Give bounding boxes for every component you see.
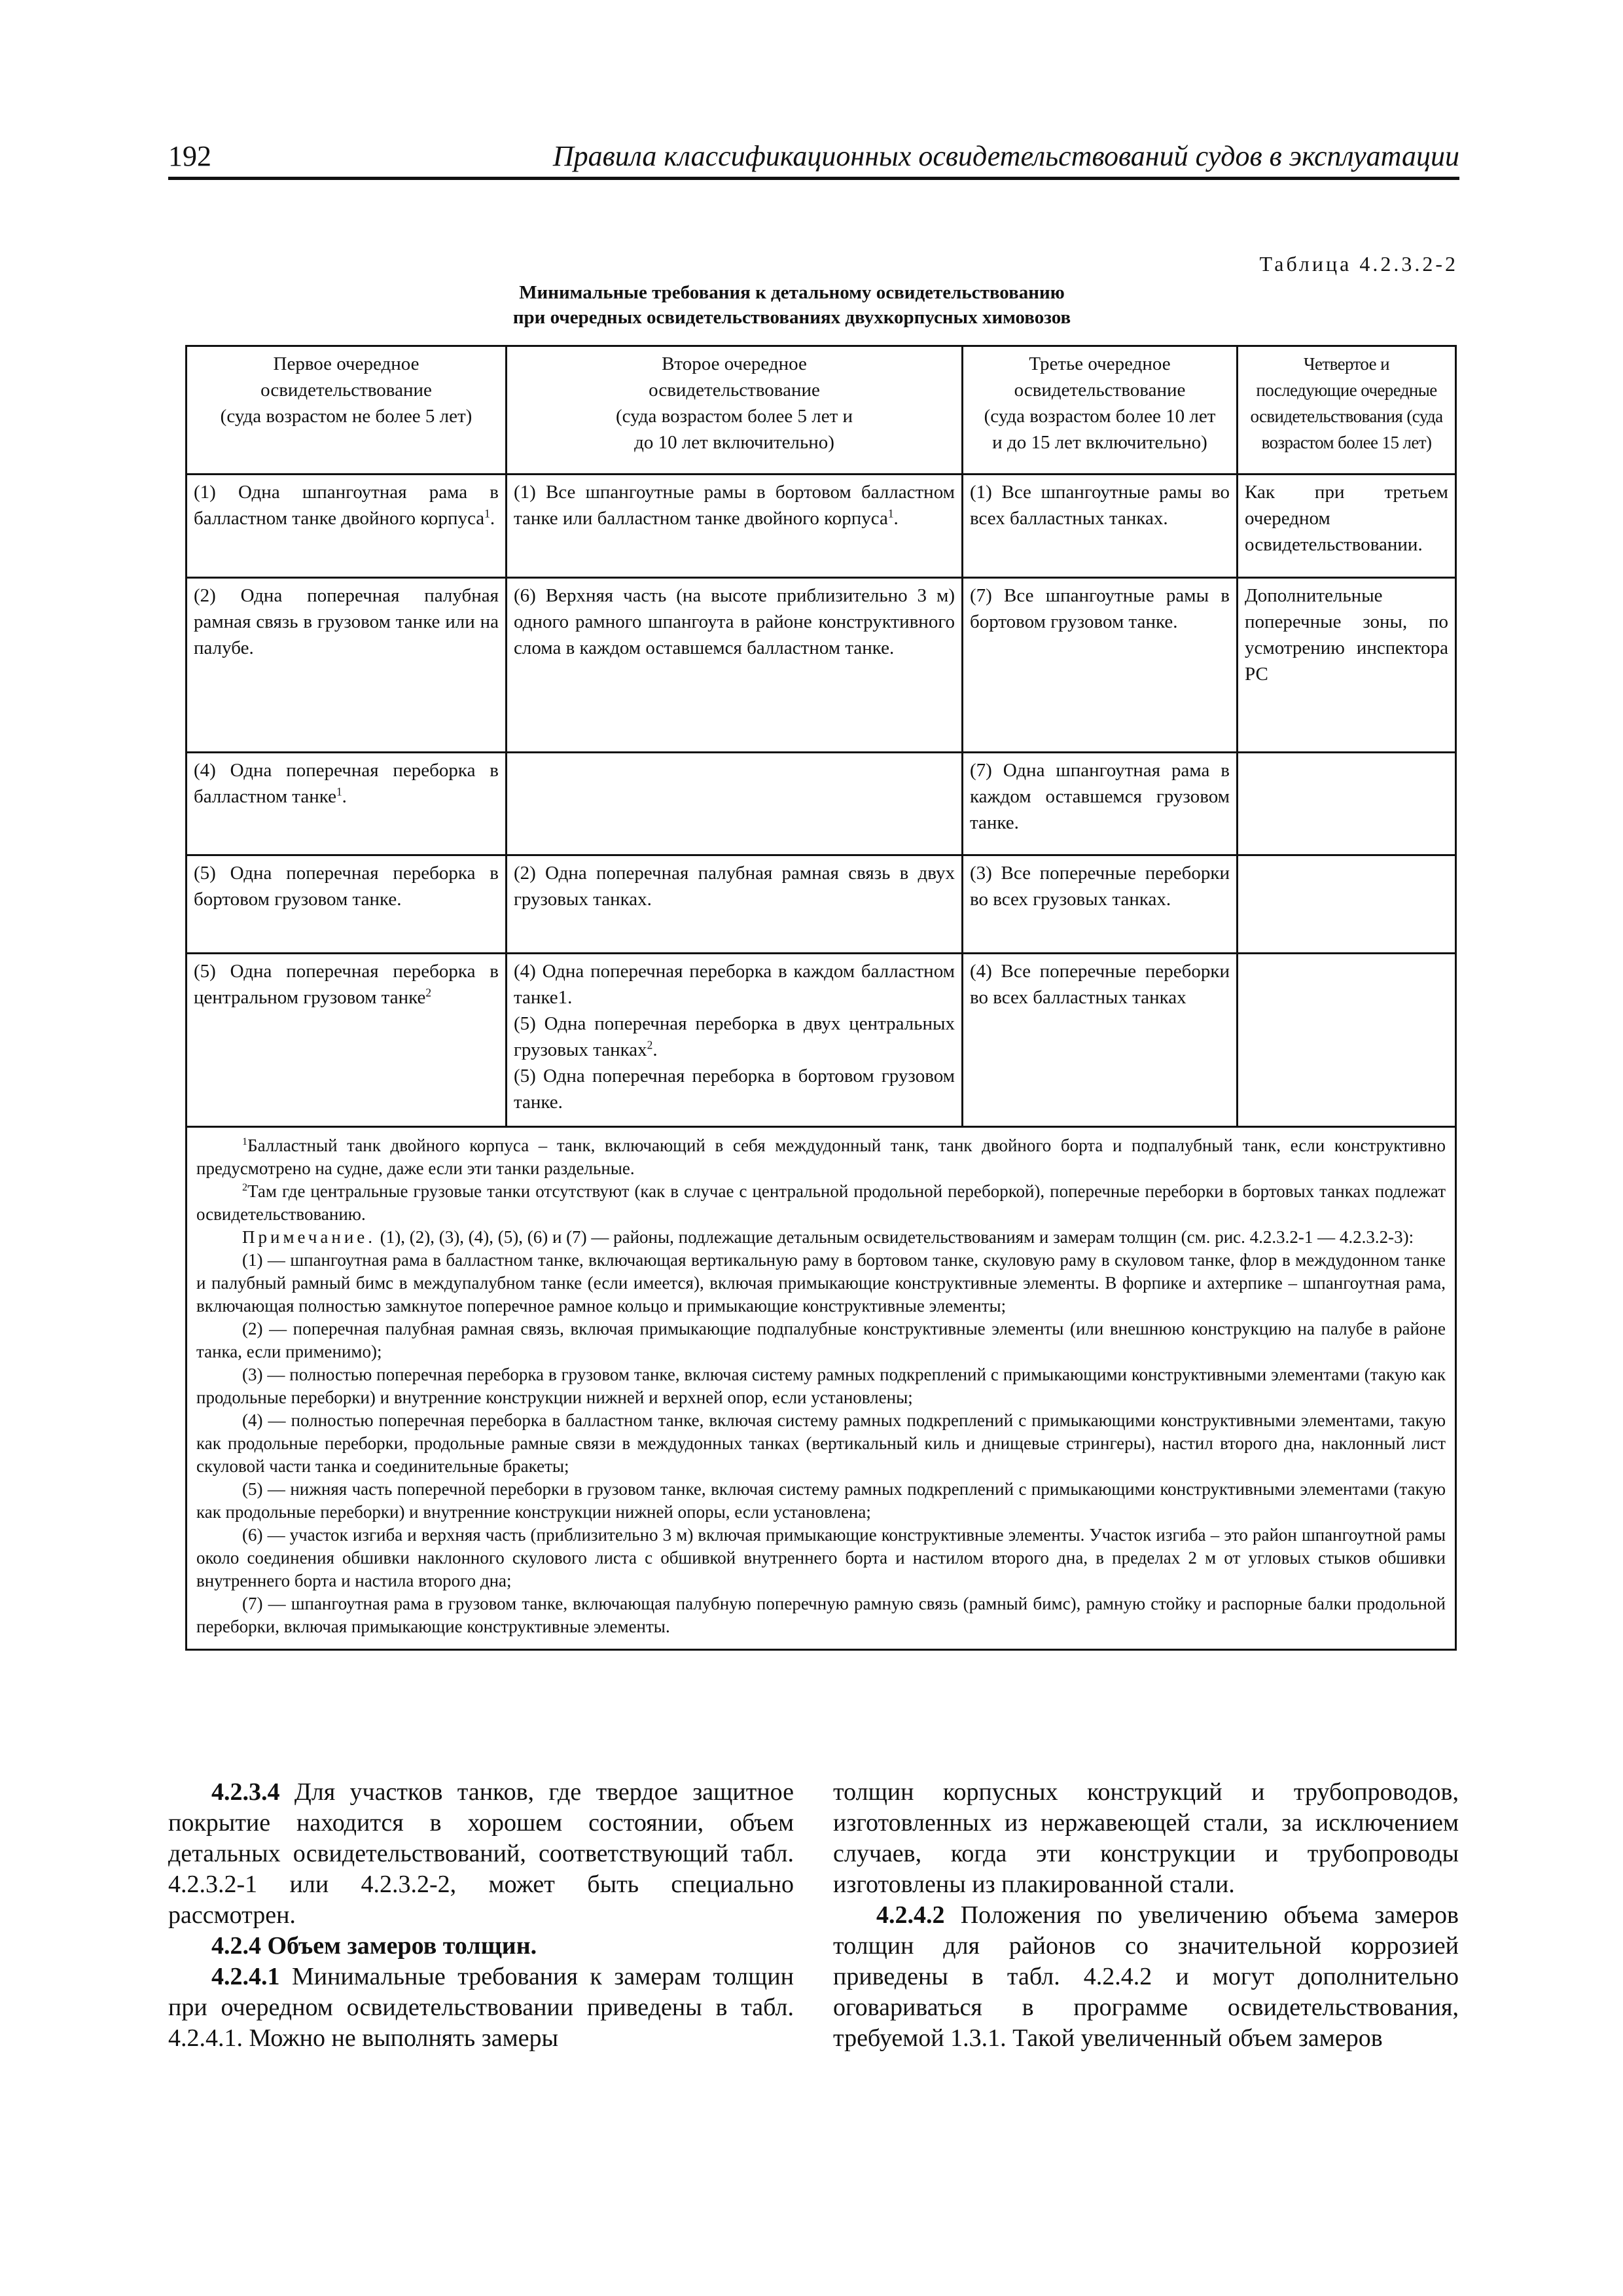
table-cell: (6) Верхняя часть (на высоте приблизительно 3 м) одного рамного шпангоута в районе конструктивного слома в каждом оставшемся балластном танке. xyxy=(507,578,963,753)
note-intro xyxy=(196,1226,1446,1249)
cell-text: (1) Все шпангоутные рамы в бортовом балластном танке или балластном танке двойного корпуса xyxy=(514,482,955,529)
table-footnotes xyxy=(187,1127,1456,1650)
paragraph-text: Положения по увеличению объема замеров толщин для районов со значительной коррозией приведены в табл. 4.2.4.2 и могут дополнительно оговариваться в программе освидетельствования, требуемой 1.3.1. Такой увеличенный объем замеров xyxy=(833,1901,1459,2052)
header-3-line-4: и до 15 лет включительно) xyxy=(992,432,1207,453)
paragraph-4-2-4-1 xyxy=(168,1962,794,2054)
table-header-row xyxy=(187,346,1456,475)
header-cell-1 xyxy=(187,346,507,475)
page-header xyxy=(168,139,1459,180)
note-item: (7) — шпангоутная рама в грузовом танке, включающая палубную поперечную рамную связь (рамный бимс), рамную стойку и распорные балки продольной переборки, включая примыкающие конструктивные элементы. xyxy=(196,1594,1446,1636)
table-footnote-row xyxy=(187,1127,1456,1650)
table-title-line-2: при очередных освидетельствованиях двухкорпусных химовозов xyxy=(512,307,1071,328)
header-4-line-4: возрастом более 15 лет) xyxy=(1261,433,1432,452)
table-cell: (3) Все поперечные переборки во всех грузовых танках. xyxy=(963,855,1238,954)
table-cell: (5) Одна поперечная переборка в бортовом грузовом танке. xyxy=(187,855,507,954)
note-item: (4) — полностью поперечная переборка в балластном танке, включая систему рамных подкреплений с примыкающими конструктивными элементами, такую как продольные переборки, продольные рамные связи в междудонных танках (вертикальный киль и днищевые стрингеры), настил второго дна, наклонный лист скуловой части танка и соединительные бракеты; xyxy=(196,1410,1446,1476)
footnote-ref: 2 xyxy=(425,986,432,999)
cell-text: (5) Одна поперечная переборка в центральном грузовом танке xyxy=(194,961,499,1008)
paragraph-text: Минимальные требования к замерам толщин при очередном освидетельствовании приведены в табл. 4.2.4.1. Можно не выполнять замеры xyxy=(168,1963,794,2052)
paragraph-text: Для участков танков, где твердое защитное покрытие находится в хорошем состоянии, объем детальных освидетельствований, соответствующий табл. 4.2.3.2-1 или 4.2.3.2-2, может быть специально рассмотрен. xyxy=(168,1778,794,1929)
table-cell xyxy=(187,753,507,855)
table-cell: (4) Все поперечные переборки во всех балластных танках xyxy=(963,954,1238,1127)
note-item: (6) — участок изгиба и верхняя часть (приблизительно 3 м) включая примыкающие конструктивные элементы. Участок изгиба – это район шпангоутной рамы около соединения обшивки наклонного скулового листа с обшивкой внутреннего борта и настилом второго дна, в пределах 2 м от угловых стыков обшивки внутреннего борта и настила второго дна; xyxy=(196,1525,1446,1590)
table-cell: (2) Одна поперечная палубная рамная связь в грузовом танке или на палубе. xyxy=(187,578,507,753)
footnote-ref: 1 xyxy=(887,507,894,520)
table-cell xyxy=(1238,753,1456,855)
note-item: (5) — нижняя часть поперечной переборки в грузовом танке, включая систему рамных подкреплений с примыкающими конструктивными элементами (такую как продольные переборки) и внутренние конструкции нижней опоры, если установлена; xyxy=(196,1479,1446,1522)
note-label: Примечание. xyxy=(242,1227,376,1247)
table-title xyxy=(366,280,1217,330)
paragraph-number: 4.2.4.1 xyxy=(211,1963,280,1990)
cell-text: (4) Одна поперечная переборка в каждом балластном танке1. xyxy=(514,961,955,1008)
table-cell: (2) Одна поперечная палубная рамная связь в двух грузовых танках. xyxy=(507,855,963,954)
paragraph-4-2-3-4 xyxy=(168,1777,794,1931)
header-1-line-3: (суда возрастом не более 5 лет) xyxy=(220,406,473,427)
table-cell xyxy=(1238,954,1456,1127)
cell-text: . xyxy=(342,786,347,807)
table-cell xyxy=(1238,855,1456,954)
cell-text: (5) Одна поперечная переборка в бортовом грузовом танке. xyxy=(514,1066,955,1113)
header-4-line-2: последующие очередные xyxy=(1256,380,1437,400)
header-cell-4 xyxy=(1238,346,1456,475)
header-cell-3 xyxy=(963,346,1238,475)
header-2-line-4: до 10 лет включительно) xyxy=(634,432,834,453)
body-column-right xyxy=(833,1777,1459,2054)
footnote-1 xyxy=(196,1134,1446,1180)
header-4-line-3: освидетельствования (суда xyxy=(1250,406,1443,426)
cell-text: . xyxy=(893,508,899,529)
cell-text: (4) Одна поперечная переборка в балластном танке xyxy=(194,760,499,807)
note-text: (1), (2), (3), (4), (5), (6) и (7) — районы, подлежащие детальным освидетельствованиям и замерам толщин (см. рис. 4.2.3.2-1 — 4.2.3.2-3): xyxy=(376,1227,1414,1247)
header-2-line-1: Второе очередное xyxy=(662,353,807,374)
table-cell: (1) Все шпангоутные рамы во всех балластных танках. xyxy=(963,475,1238,578)
table-row xyxy=(187,753,1456,855)
footnote-text: Балластный танк двойного корпуса – танк, включающий в себя междудонный танк, танк двойного борта и подпалубный танк, если конструктивно предусмотрено на судне, даже если эти танки раздельные. xyxy=(196,1136,1446,1178)
paragraph-continued: толщин корпусных конструкций и трубопроводов, изготовленных из нержавеющей стали, за исключением случаев, когда эти конструкции и трубопроводы изготовлены из плакированной стали. xyxy=(833,1778,1459,1898)
header-1-line-1: Первое очередное xyxy=(273,353,419,374)
table-title-line-1: Минимальные требования к детальному освидетельствованию xyxy=(519,282,1065,303)
cell-text xyxy=(514,1011,955,1063)
table-cell: (7) Одна шпангоутная рама в каждом оставшемся грузовом танке. xyxy=(963,753,1238,855)
note-item: (3) — полностью поперечная переборка в грузовом танке, включая систему рамных подкреплений с примыкающими конструктивными элементами (такую как продольные переборки) и внутренние конструкции нижней и верхней опор, если установлены; xyxy=(196,1365,1446,1407)
header-1-line-2: освидетельствование xyxy=(260,380,432,401)
note-item: (1) — шпангоутная рама в балластном танке, включающая вертикальную раму в бортовом танке, скуловую раму в скуловом танке, флор в междудонном танке и палубный рамный бимс в междупалубном танке (если имеется), включая примыкающие конструктивные элементы. В форпике и ахтерпике – шпангоутная рама, включающая полностью замкнутое поперечное рамное кольцо и примыкающие конструктивные элементы; xyxy=(196,1250,1446,1316)
table-cell xyxy=(507,753,963,855)
header-2-line-2: освидетельствование xyxy=(649,380,820,401)
cell-text-part: . xyxy=(652,1039,658,1060)
table-cell xyxy=(507,475,963,578)
cell-text: (1) Одна шпангоутная рама в балластном танке двойного корпуса xyxy=(194,482,499,529)
page-number: 192 xyxy=(168,140,211,172)
footnote-mark: 1 xyxy=(242,1136,248,1147)
table-row xyxy=(187,578,1456,753)
table-cell xyxy=(187,475,507,578)
cell-text-part: (5) Одна поперечная переборка в двух центральных грузовых танках xyxy=(514,1013,955,1060)
table-cell: Дополнительные поперечные зоны, по усмотрению инспектора РС xyxy=(1238,578,1456,753)
footnote-text: Там где центральные грузовые танки отсутствуют (как в случае с центральной продольной переборкой), поперечные переборки в бортовых танках подлежат освидетельствованию. xyxy=(196,1181,1446,1224)
cell-text: . xyxy=(490,508,495,529)
table-cell xyxy=(187,954,507,1127)
paragraph-number: 4.2.4.2 xyxy=(876,1901,945,1929)
section-heading xyxy=(168,1931,794,1962)
footnote-mark: 2 xyxy=(242,1181,248,1193)
header-3-line-2: освидетельствование xyxy=(1014,380,1186,401)
footnote-2 xyxy=(196,1180,1446,1226)
table-row xyxy=(187,954,1456,1127)
table-row xyxy=(187,855,1456,954)
header-3-line-3: (суда возрастом более 10 лет xyxy=(984,406,1216,427)
footnote-ref: 1 xyxy=(336,785,342,798)
body-column-left xyxy=(168,1777,794,2054)
header-3-line-1: Третье очередное xyxy=(1029,353,1171,374)
section-heading-text: 4.2.4 Объем замеров толщин. xyxy=(211,1932,537,1960)
note-item: (2) — поперечная палубная рамная связь, включая примыкающие подпалубные конструктивные элементы (или внешнюю конструкцию на палубе в районе танка, если применимо); xyxy=(196,1319,1446,1361)
footnote-ref: 2 xyxy=(647,1038,653,1052)
requirements-table xyxy=(185,345,1457,1651)
table-cell: (7) Все шпангоутные рамы в бортовом грузовом танке. xyxy=(963,578,1238,753)
header-2-line-3: (суда возрастом более 5 лет и xyxy=(615,406,853,427)
paragraph-4-2-4-2 xyxy=(833,1900,1459,2054)
table-row xyxy=(187,475,1456,578)
table-cell xyxy=(507,954,963,1127)
paragraph-number: 4.2.3.4 xyxy=(211,1778,280,1806)
header-cell-2 xyxy=(507,346,963,475)
table-cell: Как при третьем очередном освидетельствовании. xyxy=(1238,475,1456,578)
table-label: Таблица 4.2.3.2-2 xyxy=(1259,252,1458,276)
footnote-ref: 1 xyxy=(484,507,490,520)
running-title: Правила классификационных освидетельствований судов в эксплуатации xyxy=(552,140,1459,172)
header-4-line-1: Четвертое и xyxy=(1304,354,1389,374)
